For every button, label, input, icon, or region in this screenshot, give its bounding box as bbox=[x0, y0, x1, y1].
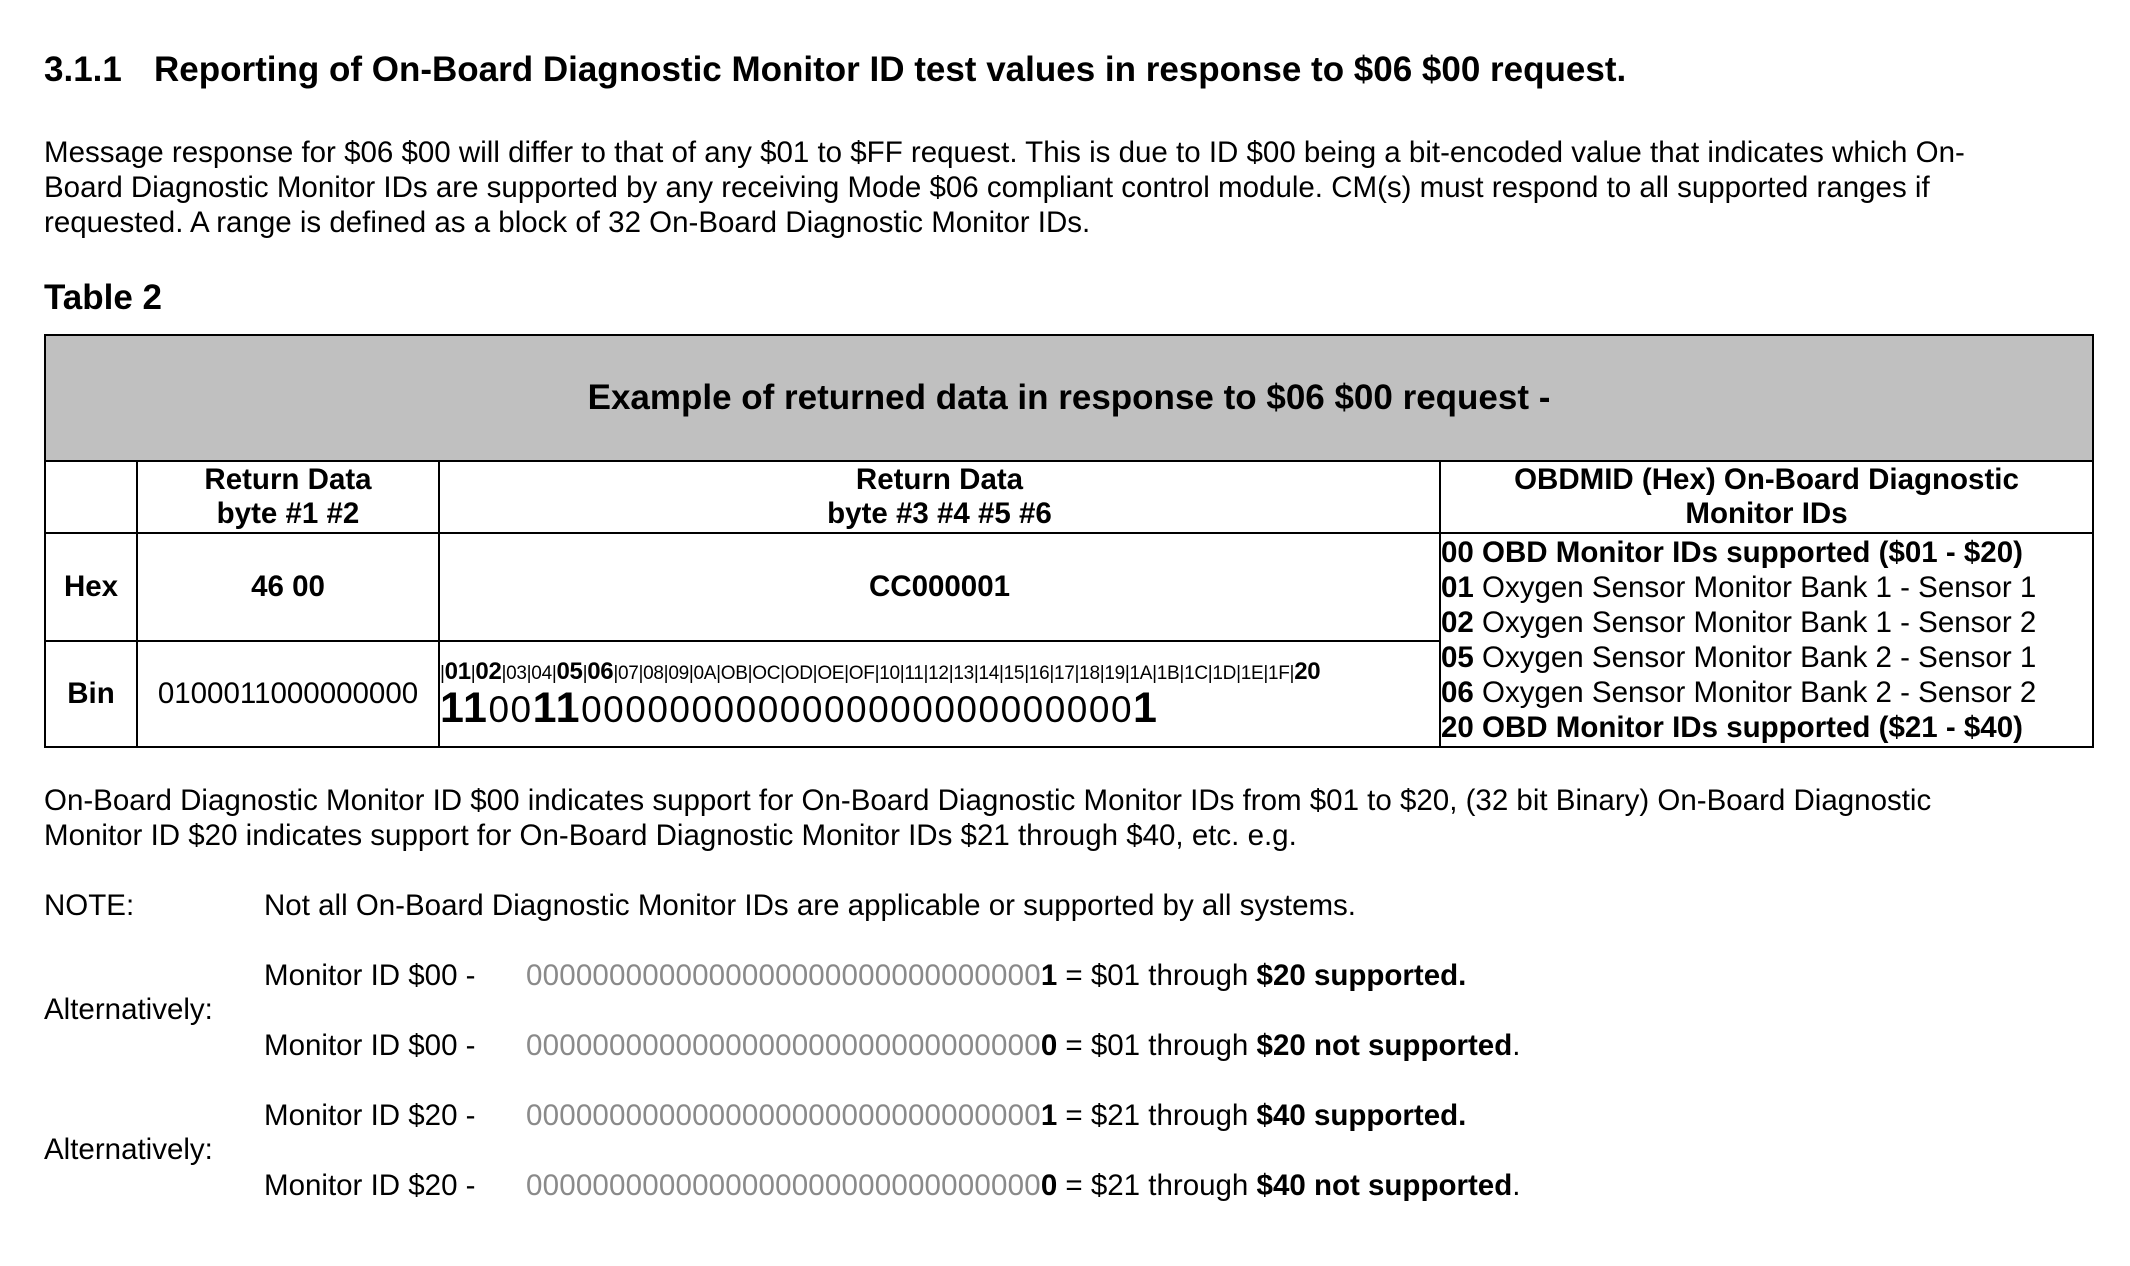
bin-bytes-1-2: 0100011000000000 bbox=[137, 641, 439, 747]
bit-position-labels: |01|02|03|04|05|06|07|08|09|0A|OB|OC|OD|OE|OF|10|11|12|13|14|15|16|17|18|19|1A|1B|1C|1D|1E|1F|20 bbox=[440, 658, 1321, 685]
support-line: Monitor ID $20 indicates support for On-Board Diagnostic Monitor IDs $21 through $40, etc. e.g. bbox=[44, 819, 1297, 852]
section-title: Reporting of On-Board Diagnostic Monitor ID test values in response to $06 $00 request. bbox=[154, 50, 1627, 89]
intro-line: Message response for $06 $00 will differ to that of any $01 to $FF request. This is due to ID $00 being a bit-encoded value that indicates which On- bbox=[44, 136, 1965, 169]
table-row-hex bbox=[45, 533, 2093, 641]
row-label-bin: Bin bbox=[45, 641, 137, 747]
header-return-data-3-6: Return Data byte #3 #4 #5 #6 bbox=[439, 461, 1440, 533]
returned-data-table bbox=[44, 334, 2094, 748]
bit-values: 11001100000000000000000000000001 bbox=[440, 684, 1159, 732]
bin-bytes-3-6 bbox=[439, 641, 1440, 747]
monitor-item: 02 Oxygen Sensor Monitor Bank 1 - Sensor 2 bbox=[1441, 606, 2037, 639]
alternatively-label: Alternatively: bbox=[44, 993, 213, 1026]
section-heading bbox=[44, 50, 1626, 90]
monitor-item: 05 Oxygen Sensor Monitor Bank 2 - Sensor 1 bbox=[1441, 641, 2037, 674]
example-line: Monitor ID $20 - 00000000000000000000000000000000 = $21 through $40 not supported. bbox=[264, 1169, 1521, 1202]
monitor-item: 00 OBD Monitor IDs supported ($01 - $20) bbox=[1441, 536, 2023, 569]
table-banner: Example of returned data in response to $06 $00 request - bbox=[45, 335, 2093, 461]
example-line: Monitor ID $00 - 00000000000000000000000000000001 = $01 through $20 supported. bbox=[264, 959, 1467, 992]
intro-paragraph bbox=[44, 135, 2084, 240]
support-paragraph bbox=[44, 783, 2084, 853]
support-line: On-Board Diagnostic Monitor ID $00 indicates support for On-Board Diagnostic Monitor IDs from $01 to $20, (32 bit Binary) On-Board Diagnostic bbox=[44, 784, 1932, 817]
row-label-hex: Hex bbox=[45, 533, 137, 641]
hex-bytes-1-2: 46 00 bbox=[137, 533, 439, 641]
section-number: 3.1.1 bbox=[44, 50, 122, 89]
monitor-id-list bbox=[1440, 533, 2093, 747]
alternatively-label: Alternatively: bbox=[44, 1133, 213, 1166]
monitor-item: 20 OBD Monitor IDs supported ($21 - $40) bbox=[1441, 711, 2023, 744]
note-label: NOTE: bbox=[44, 889, 135, 922]
table-header-row bbox=[45, 461, 2093, 533]
intro-line: requested. A range is defined as a block of 32 On-Board Diagnostic Monitor IDs. bbox=[44, 206, 1091, 239]
example-line: Monitor ID $00 - 00000000000000000000000000000000 = $01 through $20 not supported. bbox=[264, 1029, 1521, 1062]
header-obdmid: OBDMID (Hex) On-Board Diagnostic Monitor IDs bbox=[1440, 461, 2093, 533]
hex-bytes-3-6: CC000001 bbox=[439, 533, 1440, 641]
header-return-data-1-2: Return Data byte #1 #2 bbox=[137, 461, 439, 533]
monitor-item: 06 Oxygen Sensor Monitor Bank 2 - Sensor 2 bbox=[1441, 676, 2037, 709]
note-text: Not all On-Board Diagnostic Monitor IDs are applicable or supported by all systems. bbox=[264, 889, 1356, 922]
table-caption: Table 2 bbox=[44, 278, 163, 317]
header-empty-cell bbox=[45, 461, 137, 533]
example-line: Monitor ID $20 - 00000000000000000000000000000001 = $21 through $40 supported. bbox=[264, 1099, 1467, 1132]
intro-line: Board Diagnostic Monitor IDs are supported by any receiving Mode $06 compliant control module. CM(s) must respond to all supported ranges if bbox=[44, 171, 1930, 204]
monitor-item: 01 Oxygen Sensor Monitor Bank 1 - Sensor 1 bbox=[1441, 571, 2037, 604]
